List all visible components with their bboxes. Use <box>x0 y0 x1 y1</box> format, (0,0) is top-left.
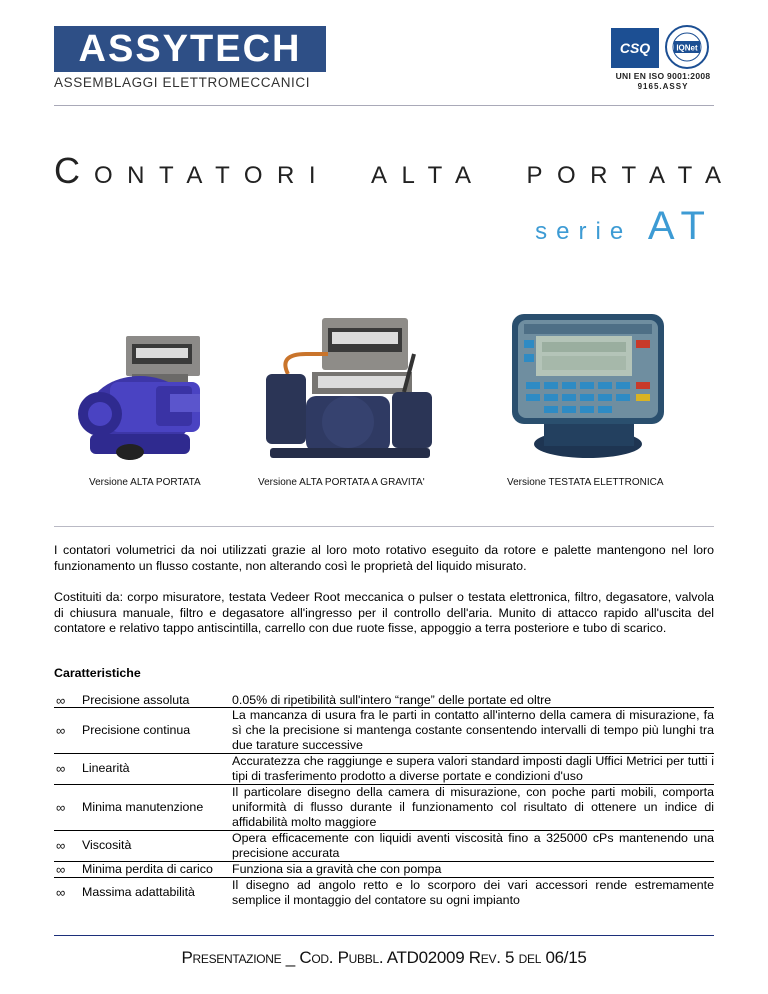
iqnet-seal-icon <box>663 24 711 70</box>
feature-description: Il disegno ad angolo retto e lo scorporo dei vari accessori rende estremamente semplice il montaggio del contatore su ogni impianto <box>232 878 714 907</box>
footer-text: . <box>328 948 338 967</box>
cert-standard: UNI EN ISO 9001:2008 <box>615 71 711 81</box>
cert-number: 9165.ASSY <box>637 82 689 91</box>
footer-text: C <box>299 948 312 967</box>
feature-row <box>54 831 714 862</box>
feature-row <box>54 862 714 878</box>
footer-text: EV <box>480 952 497 966</box>
product-caption: Versione ALTA PORTATA <box>89 477 201 488</box>
product-caption: Versione TESTATA ELETTRONICA <box>507 477 664 488</box>
footer-divider <box>54 935 714 936</box>
footer-text: P <box>181 948 193 967</box>
page-subtitle <box>535 204 714 249</box>
meter-gravity-image <box>258 314 448 466</box>
footer-text: . 5 <box>496 948 519 967</box>
title-rest: ONTATORI ALTA PORTATA <box>94 162 736 189</box>
footer-text: . ATD02009 <box>378 948 469 967</box>
footer-text: _ <box>281 948 300 967</box>
meter-blue-image <box>70 334 220 464</box>
components-paragraph: Costituiti da: corpo misuratore, testata Vedeer Root meccanica o pulser o testata elettronica, filtro, degasatore, valvola di chiusura manuale, filtro e degasatore all'ingresso per il controllo dell'aria. Munito di attacco rapido all'uscita del contatore e relativo tappo antiscintilla, carrello con due ruote fisse, appoggio a terra posteriore e tubo di scarico. <box>54 590 714 636</box>
product-caption: Versione ALTA PORTATA A GRAVITA' <box>258 477 425 488</box>
footer-text: OD <box>311 952 329 966</box>
feature-row <box>54 785 714 831</box>
certification-badge <box>611 24 715 94</box>
document-footer <box>0 948 768 968</box>
infinity-bullet-icon: ∞ <box>56 693 66 708</box>
infinity-bullet-icon: ∞ <box>56 723 66 738</box>
feature-name: Precisione assoluta <box>82 693 190 707</box>
subtitle-big: AT <box>647 204 714 248</box>
feature-description: 0.05% di ripetibilità sull'intero “range” delle portate ed oltre <box>232 693 552 707</box>
logo-text: ASSYTECH <box>54 26 326 72</box>
infinity-bullet-icon: ∞ <box>56 838 66 853</box>
electronic-head-image <box>508 310 668 460</box>
feature-description: Funziona sia a gravità che con pompa <box>232 862 442 876</box>
footer-text: DEL <box>518 952 542 966</box>
features-heading: Caratteristiche <box>54 666 141 680</box>
footer-text: P <box>337 948 349 967</box>
header-divider <box>54 105 714 106</box>
company-logo <box>54 26 326 90</box>
subtitle-small: serie <box>535 218 633 245</box>
feature-row <box>54 708 714 754</box>
infinity-bullet-icon: ∞ <box>56 800 66 815</box>
footer-text: RESENTAZIONE <box>192 952 282 966</box>
title-initial: C <box>54 150 94 191</box>
feature-row <box>54 878 714 908</box>
infinity-bullet-icon: ∞ <box>56 885 66 900</box>
page-title <box>54 150 736 194</box>
feature-row <box>54 754 714 785</box>
feature-name: Minima perdita di carico <box>82 862 213 876</box>
feature-row <box>54 693 714 708</box>
section-divider <box>54 526 714 527</box>
feature-name: Minima manutenzione <box>82 800 204 814</box>
logo-subtitle: ASSEMBLAGGI ELETTROMECCANICI <box>54 75 311 90</box>
iqnet-label: IQNet <box>676 43 698 53</box>
csq-logo: CSQ <box>611 28 659 68</box>
footer-text: UBBL <box>348 952 379 966</box>
intro-paragraph: I contatori volumetrici da noi utilizzati grazie al loro moto rotativo eseguito da rotore e palette mantengono nel loro funzionamento un flusso costante, non alterando così le proprietà del liquido misurato. <box>54 543 714 573</box>
infinity-bullet-icon: ∞ <box>56 862 66 877</box>
feature-description: Opera efficacemente con liquidi aventi viscosità fino a 325000 cPs mantenendo una precisione accurata <box>232 831 714 860</box>
feature-description: Accuratezza che raggiunge e supera valori standard imposti dagli Uffici Metrici per tutti i tipi di trasferimento prodotto a diverse portate e condizioni d'uso <box>232 754 714 783</box>
footer-text: R <box>468 948 481 967</box>
feature-name: Precisione continua <box>82 723 191 737</box>
feature-name: Viscosità <box>82 838 132 852</box>
feature-name: Linearità <box>82 761 130 775</box>
feature-name: Massima adattabilità <box>82 885 195 899</box>
feature-description: La mancanza di usura fra le parti in contatto all'interno della camera di misurazione, fa sì che la precisione si mantenga costante consentendo intervalli di tempo più lunghi tra due tarature successive <box>232 708 714 752</box>
infinity-bullet-icon: ∞ <box>56 761 66 776</box>
footer-text: 06/15 <box>541 948 587 967</box>
feature-description: Il particolare disegno della camera di misurazione, con poche parti mobili, comporta uniformità di flusso durante il funzionamento col risultato di ottenere un indice di affidabilità molto maggiore <box>232 785 714 829</box>
